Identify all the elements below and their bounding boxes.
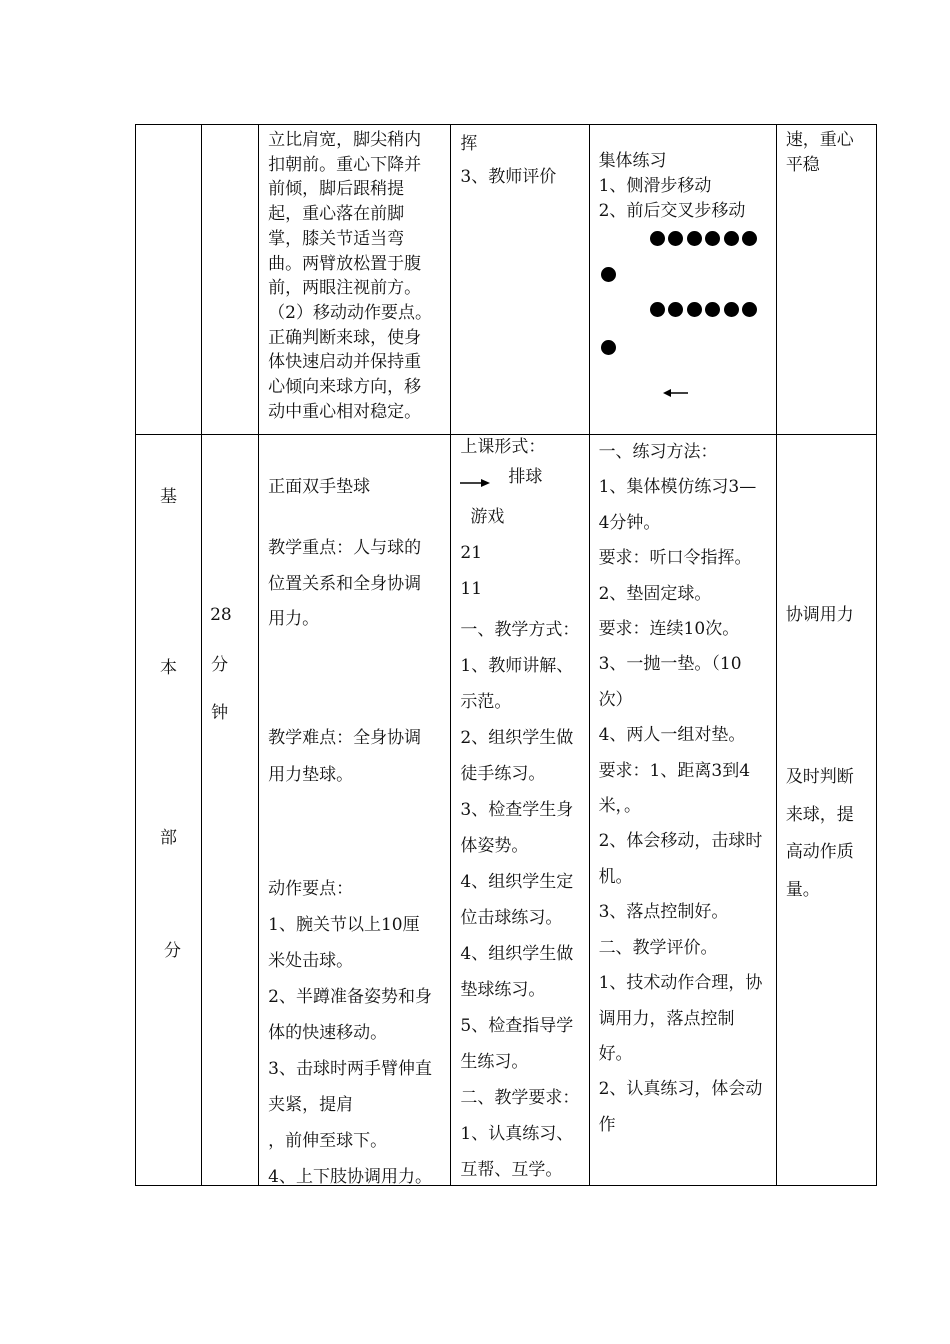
section-char: 分 bbox=[164, 941, 181, 961]
text-line: 挥 bbox=[460, 134, 478, 154]
text-line: 前，两眼注视前方。 bbox=[268, 278, 422, 299]
section-char: 部 bbox=[160, 828, 177, 848]
text-line: 米处击球。 bbox=[268, 951, 354, 971]
notes-cell bbox=[776, 125, 876, 435]
player-dot bbox=[601, 267, 616, 282]
left-arrow-icon bbox=[663, 387, 689, 399]
text-line: 2、认真练习，体会动 bbox=[598, 1079, 763, 1100]
content-cell bbox=[259, 435, 451, 1186]
text-line: 位置关系和全身协调 bbox=[268, 573, 422, 594]
text-line: 徒手练习。 bbox=[460, 764, 546, 784]
text-line: 要求：连续10次。 bbox=[598, 619, 740, 640]
note-text: 协调用力 bbox=[785, 605, 854, 625]
flow-label: 排球 bbox=[508, 467, 543, 487]
text-line: 作 bbox=[598, 1114, 616, 1135]
text-line: 2、半蹲准备姿势和身 bbox=[268, 987, 432, 1007]
text-line: 3、击球时两手臂伸直 bbox=[268, 1059, 432, 1079]
right-arrow-icon bbox=[460, 477, 490, 489]
notes-cell bbox=[776, 435, 876, 1186]
player-dot bbox=[650, 302, 665, 317]
player-dot bbox=[668, 231, 683, 246]
section-label-cell bbox=[136, 435, 202, 1186]
text-line: 机。 bbox=[598, 866, 633, 887]
teacher-activity-cell bbox=[451, 435, 589, 1186]
text-line: 1、认真练习、 bbox=[460, 1124, 574, 1144]
text-line: 教学难点：全身协调 bbox=[268, 728, 422, 748]
time-cell bbox=[202, 435, 259, 1186]
text-line: 体快速启动并保持重 bbox=[268, 352, 422, 373]
text-line: 4、两人一组对垫。 bbox=[598, 725, 746, 746]
text-line: 4、组织学生定 bbox=[460, 872, 574, 892]
count-value: 11 bbox=[460, 579, 483, 599]
text-line: 互帮、互学。 bbox=[460, 1160, 563, 1180]
text-line: 3、检查学生身 bbox=[460, 800, 574, 820]
text-line: 1、侧滑步移动 bbox=[598, 176, 712, 196]
time-unit: 分 bbox=[211, 655, 229, 675]
player-dot bbox=[705, 231, 720, 246]
text-line: 体姿势。 bbox=[460, 836, 529, 856]
table-row bbox=[136, 435, 877, 1186]
text-line: 垫球练习。 bbox=[460, 980, 546, 1000]
formation-dots-row-1 bbox=[650, 231, 761, 246]
time-unit: 钟 bbox=[211, 703, 229, 723]
student-activity-cell bbox=[589, 125, 776, 435]
player-dot bbox=[724, 302, 739, 317]
text-line: 1、集体模仿练习3— bbox=[598, 477, 757, 498]
text-line: 夹紧，提肩 bbox=[268, 1095, 354, 1115]
time-cell-empty bbox=[202, 125, 259, 435]
text-line: 4、组织学生做 bbox=[460, 944, 574, 964]
text-line: 集体练习 bbox=[598, 151, 667, 171]
class-form-label: 上课形式： bbox=[460, 437, 546, 457]
text-line: 示范。 bbox=[460, 692, 512, 712]
text-line: 二、教学要求： bbox=[460, 1088, 580, 1108]
player-dot bbox=[687, 302, 702, 317]
player-dot bbox=[742, 302, 757, 317]
text-line: 米，。 bbox=[598, 796, 642, 817]
text-line: 教学重点：人与球的 bbox=[268, 538, 422, 558]
section-cell-empty bbox=[136, 125, 202, 435]
text-line: 3、教师评价 bbox=[460, 167, 557, 187]
text-line: 1、腕关节以上10厘 bbox=[268, 915, 420, 935]
player-dot bbox=[650, 231, 665, 246]
time-number: 28 bbox=[210, 605, 232, 625]
text-line: 4分钟。 bbox=[598, 512, 661, 533]
text-line: 二、教学评价。 bbox=[598, 937, 718, 958]
text-line: 一、教学方式： bbox=[460, 620, 580, 640]
section-char: 本 bbox=[160, 658, 177, 678]
text-line: 2、组织学生做 bbox=[460, 728, 574, 748]
text-line: 体的快速移动。 bbox=[268, 1023, 388, 1043]
player-dot bbox=[724, 231, 739, 246]
text-line: 心倾向来球方向，移 bbox=[268, 377, 422, 398]
text-line: （2）移动动作要点。 bbox=[268, 302, 432, 323]
content-cell bbox=[259, 125, 451, 435]
text-line: 来球，提 bbox=[785, 804, 854, 825]
text-line: 调用力，落点控制 bbox=[598, 1008, 735, 1029]
formation-dot-single-1 bbox=[601, 267, 620, 282]
text-line: 2、垫固定球。 bbox=[598, 583, 712, 604]
player-dot bbox=[601, 340, 616, 355]
text-line: 动中重心相对稳定。 bbox=[268, 401, 422, 422]
text-line: 平稳 bbox=[785, 155, 820, 175]
text-line: 正确判断来球，使身 bbox=[268, 327, 422, 348]
lesson-topic-title: 正面双手垫球 bbox=[268, 477, 371, 497]
text-line: 高动作质 bbox=[785, 842, 854, 862]
text-line: 生练习。 bbox=[460, 1052, 529, 1072]
text-line: 2、体会移动，击球时 bbox=[598, 831, 763, 852]
text-line: 立比肩宽，脚尖稍内 bbox=[268, 130, 422, 150]
text-line: 扣朝前。重心下降并 bbox=[268, 154, 422, 175]
text-line: 量。 bbox=[785, 879, 820, 900]
text-line: 要求：1、距离3到4 bbox=[598, 760, 751, 781]
player-dot bbox=[742, 231, 757, 246]
text-line: 1、技术动作合理，协 bbox=[598, 973, 763, 994]
text-line: 1、教师讲解、 bbox=[460, 656, 574, 676]
text-line: 要求：听口令指挥。 bbox=[598, 548, 752, 569]
text-line: 掌，膝关节适当弯 bbox=[268, 228, 405, 249]
text-line: 动作要点： bbox=[268, 879, 354, 899]
text-line: 3、一抛一垫。（10 bbox=[598, 654, 742, 675]
text-line: 4、上下肢协调用力。 bbox=[268, 1167, 432, 1187]
text-line: 前倾，脚后跟稍提 bbox=[268, 179, 405, 200]
text-line: 好。 bbox=[598, 1043, 633, 1064]
player-dot bbox=[705, 302, 720, 317]
text-line: 次） bbox=[598, 689, 633, 710]
player-dot bbox=[668, 302, 683, 317]
formation-dots-row-2 bbox=[650, 302, 761, 317]
text-line: 5、检查指导学 bbox=[460, 1016, 574, 1036]
lesson-plan-table bbox=[135, 124, 877, 1186]
text-line: ，前伸至球下。 bbox=[268, 1131, 388, 1151]
text-line: 一、练习方法： bbox=[598, 442, 718, 462]
text-line: 及时判断 bbox=[785, 767, 854, 787]
table-row bbox=[136, 125, 877, 435]
text-line: 曲。两臂放松置于腹 bbox=[268, 253, 422, 274]
formation-dot-single-2 bbox=[601, 340, 620, 355]
teacher-activity-cell bbox=[451, 125, 589, 435]
text-line: 用力。 bbox=[268, 609, 320, 629]
count-value: 21 bbox=[460, 543, 483, 563]
student-activity-cell bbox=[589, 435, 776, 1186]
text-line: 起，重心落在前脚 bbox=[268, 204, 405, 225]
text-line: 2、前后交叉步移动 bbox=[598, 201, 746, 221]
section-char: 基 bbox=[160, 487, 177, 507]
flow-label: 游戏 bbox=[470, 507, 505, 527]
player-dot bbox=[687, 231, 702, 246]
text-line: 用力垫球。 bbox=[268, 765, 354, 785]
text-line: 速，重心 bbox=[785, 130, 854, 150]
text-line: 位击球练习。 bbox=[460, 908, 563, 928]
text-line: 3、落点控制好。 bbox=[598, 902, 729, 923]
